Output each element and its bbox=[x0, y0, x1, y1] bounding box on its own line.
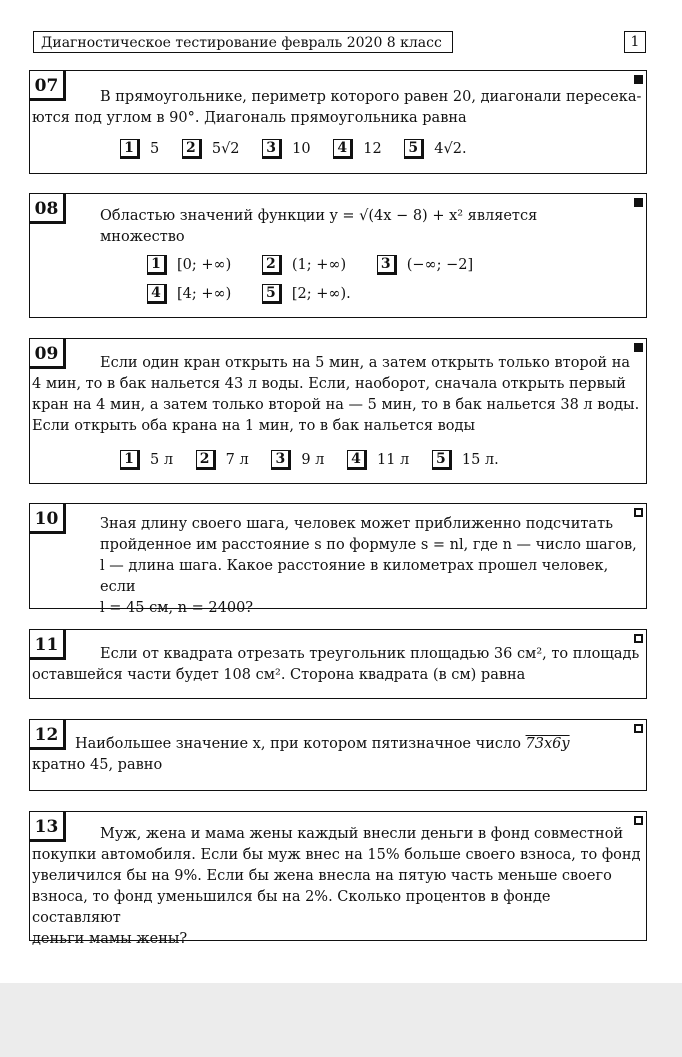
option-number: 1 bbox=[120, 450, 140, 470]
task-08 bbox=[29, 193, 647, 318]
task-text-line: кратно 45, равно bbox=[32, 757, 163, 773]
answer-options-row-2 bbox=[147, 283, 369, 305]
task-number: 11 bbox=[30, 630, 66, 660]
option-value: [0; +∞) bbox=[177, 257, 232, 273]
task-text-line: l — длина шага. Какое расстояние в километрах прошел человек, если bbox=[100, 558, 609, 595]
filled-square-icon bbox=[634, 343, 643, 352]
task-11 bbox=[29, 629, 647, 699]
test-title: Диагностическое тестирование февраль 2020 8 класс bbox=[33, 31, 453, 53]
option-number: 2 bbox=[262, 255, 282, 275]
task-number: 13 bbox=[30, 812, 66, 842]
five-digit-number: 73x6y bbox=[525, 736, 570, 752]
answer-option[interactable] bbox=[120, 449, 173, 471]
option-number: 4 bbox=[147, 284, 167, 304]
task-12 bbox=[29, 719, 647, 791]
task-text-line: кран на 4 мин, а затем только второй на — 5 мин, то в бак нальется 38 л воды. bbox=[32, 397, 640, 413]
task-text-line: Если от квадрата отрезать треугольник площадью 36 см², то площадь bbox=[100, 646, 640, 662]
option-number: 3 bbox=[271, 450, 291, 470]
option-number: 4 bbox=[333, 139, 353, 159]
option-value: (1; +∞) bbox=[291, 257, 347, 273]
answer-options bbox=[120, 449, 517, 471]
task-number: 10 bbox=[30, 504, 66, 534]
task-text-line: покупки автомобиля. Если бы муж внес на 15% больше своего взноса, то фонд bbox=[32, 847, 641, 863]
option-number: 5 bbox=[262, 284, 282, 304]
task-text-line: пройденное им расстояние s по формуле s = nl, где n — число шагов, bbox=[100, 537, 637, 553]
option-value: 11 л bbox=[376, 452, 410, 468]
option-number: 3 bbox=[262, 139, 282, 159]
answer-option[interactable] bbox=[147, 254, 231, 276]
task-number: 09 bbox=[30, 339, 66, 369]
option-value: [2; +∞). bbox=[291, 286, 351, 302]
task-text-line: Зная длину своего шага, человек может приближенно подсчитать bbox=[100, 516, 613, 532]
answer-option[interactable] bbox=[196, 449, 249, 471]
task-13 bbox=[29, 811, 647, 947]
task-number: 07 bbox=[30, 71, 66, 101]
option-value: (−∞; −2] bbox=[406, 257, 474, 273]
answer-option[interactable] bbox=[432, 449, 499, 471]
task-text-line: увеличился бы на 9%. Если бы жена внесла на пятую часть меньше своего bbox=[32, 868, 612, 884]
task-text-line: 4 мин, то в бак нальется 43 л воды. Если, наоборот, сначала открыть первый bbox=[32, 376, 626, 392]
option-value: [4; +∞) bbox=[177, 286, 232, 302]
task-text-line: взноса, то фонд уменьшился бы на 2%. Сколько процентов в фонде составляют bbox=[32, 889, 551, 926]
option-number: 1 bbox=[120, 139, 140, 159]
answer-options bbox=[120, 138, 485, 160]
answer-option[interactable] bbox=[262, 138, 310, 160]
option-value: 5√2 bbox=[211, 141, 240, 157]
option-value: 15 л. bbox=[461, 452, 499, 468]
answer-option[interactable] bbox=[377, 254, 473, 276]
option-number: 2 bbox=[182, 139, 202, 159]
option-value: 5 bbox=[150, 141, 160, 157]
task-10 bbox=[29, 503, 647, 616]
option-value: 10 bbox=[292, 141, 311, 157]
answer-option[interactable] bbox=[262, 283, 351, 305]
option-number: 4 bbox=[347, 450, 367, 470]
empty-square-icon bbox=[634, 634, 643, 643]
option-value: 12 bbox=[363, 141, 382, 157]
task-text-line: множество bbox=[100, 229, 185, 245]
task-09 bbox=[29, 338, 647, 484]
answer-option[interactable] bbox=[404, 138, 466, 160]
task-text-line: ются под углом в 90°. Диагональ прямоугольника равна bbox=[32, 110, 467, 126]
page-number: 1 bbox=[624, 31, 646, 53]
answer-options-row-1 bbox=[147, 254, 491, 276]
page-footer-band bbox=[0, 983, 682, 1057]
answer-option[interactable] bbox=[182, 138, 240, 160]
task-text-line: Муж, жена и мама жены каждый внесли деньги в фонд совместной bbox=[100, 826, 624, 842]
task-text-line: Если открыть оба крана на 1 мин, то в бак нальется воды bbox=[32, 418, 475, 434]
answer-option[interactable] bbox=[120, 138, 159, 160]
task-number: 08 bbox=[30, 194, 66, 224]
empty-square-icon bbox=[634, 724, 643, 733]
task-07 bbox=[29, 70, 647, 174]
option-value: 7 л bbox=[225, 452, 249, 468]
option-value: 5 л bbox=[150, 452, 174, 468]
filled-square-icon bbox=[634, 75, 643, 84]
option-number: 3 bbox=[377, 255, 397, 275]
option-number: 1 bbox=[147, 255, 167, 275]
answer-option[interactable] bbox=[347, 449, 409, 471]
option-number: 2 bbox=[196, 450, 216, 470]
task-text-line: деньги мамы жены? bbox=[32, 931, 188, 947]
answer-option[interactable] bbox=[271, 449, 324, 471]
task-text-line: оставшейся части будет 108 см². Сторона квадрата (в см) равна bbox=[32, 667, 526, 683]
option-number: 5 bbox=[404, 139, 424, 159]
task-text-line: l = 45 см, n = 2400? bbox=[100, 600, 254, 616]
option-value: 9 л bbox=[301, 452, 325, 468]
task-text-line: Если один кран открыть на 5 мин, а затем открыть только второй на bbox=[100, 355, 631, 371]
task-number: 12 bbox=[30, 720, 66, 750]
task-text-line bbox=[30, 734, 642, 755]
answer-option[interactable] bbox=[262, 254, 346, 276]
answer-option[interactable] bbox=[333, 138, 381, 160]
option-number: 5 bbox=[432, 450, 452, 470]
task-text: Наибольшее значение x, при котором пятизначное число bbox=[75, 736, 521, 752]
answer-option[interactable] bbox=[147, 283, 231, 305]
option-value: 4√2. bbox=[434, 141, 467, 157]
task-text-line: Областью значений функции y = √(4x − 8) + x² является bbox=[100, 208, 538, 224]
task-text-line: В прямоугольнике, периметр которого равен 20, диагонали пересека- bbox=[100, 89, 642, 105]
